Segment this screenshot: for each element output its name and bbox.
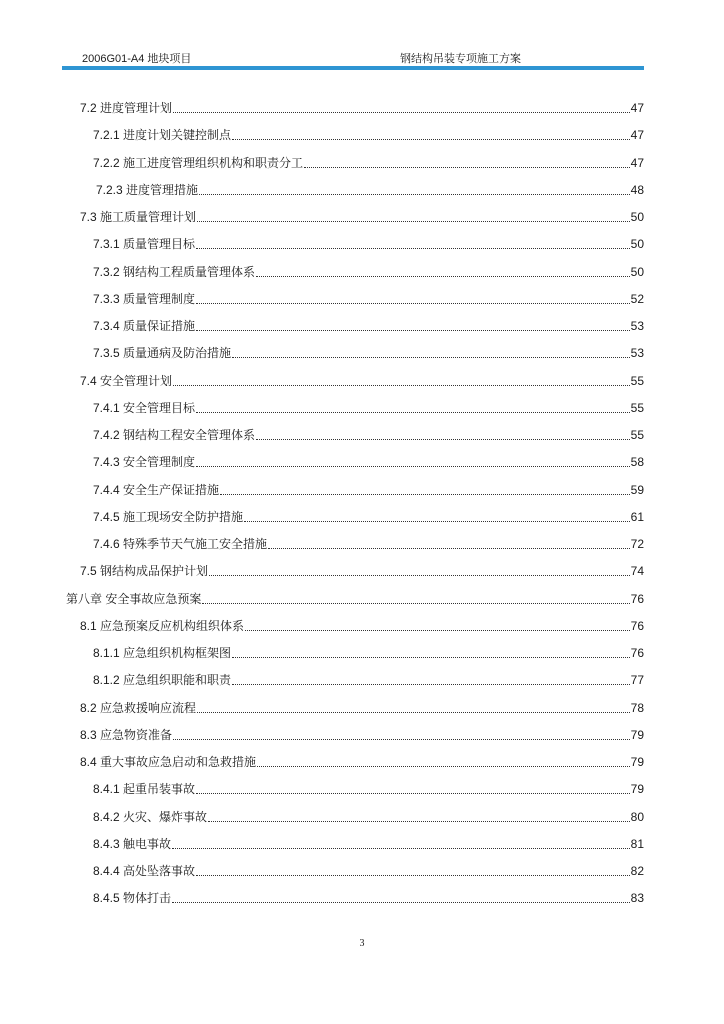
toc-entry-label: 7.2.3 进度管理措施 [96,182,199,197]
toc-dot-leader [232,357,630,358]
toc-dot-leader [256,439,630,440]
toc-entry-page-number: 53 [630,346,644,361]
toc-dot-leader [173,385,630,386]
toc-dot-leader [209,575,630,576]
toc-dot-leader [257,766,630,767]
toc-entry-page-number: 79 [630,755,644,769]
toc-entry-page-number: 61 [630,509,644,524]
header-project-name: 2006G01-A4 地块项目 [82,53,192,65]
toc-entry-page-number: 52 [630,291,644,306]
toc-entry-page-number: 80 [630,809,644,824]
toc-entry[interactable] [93,260,644,280]
toc-entry-page-number: 47 [630,128,644,143]
toc-dot-leader [172,902,630,903]
toc-entry-page-number: 59 [630,482,644,497]
toc-entry[interactable] [93,287,644,307]
toc-entry-label: 8.2 应急救援响应流程 [80,700,197,715]
toc-entry[interactable] [80,96,644,116]
toc-entry-page-number: 78 [630,700,644,715]
toc-entry-label: 7.5 钢结构成品保护计划 [80,564,209,579]
toc-entry[interactable] [93,123,644,143]
toc-entry[interactable] [93,341,644,361]
toc-entry-label: 7.4 安全管理计划 [80,373,173,388]
toc-entry-label: 8.1.2 应急组织职能和职责 [93,673,232,688]
toc-entry-page-number: 82 [630,864,644,878]
toc-dot-leader [196,793,630,794]
toc-entry-page-number: 50 [630,264,644,279]
toc-entry[interactable] [93,423,644,443]
toc-entry-page-number: 47 [630,101,644,115]
toc-entry[interactable] [80,750,644,770]
toc-entry-page-number: 77 [630,673,644,688]
toc-entry-label: 8.4 重大事故应急启动和急救措施 [80,755,257,769]
toc-entry[interactable] [93,777,644,797]
toc-entry-label: 7.3.2 钢结构工程质量管理体系 [93,264,256,279]
toc-entry-label: 7.4.1 安全管理目标 [93,400,196,415]
toc-entry[interactable] [80,205,644,225]
toc-entry[interactable] [93,859,644,879]
toc-dot-leader [232,684,630,685]
toc-entry-label: 8.1 应急预案反应机构组织体系 [80,618,245,633]
toc-dot-leader [244,521,630,522]
toc-entry-label: 8.4.1 起重吊装事故 [93,782,196,797]
page-header [62,50,644,66]
toc-entry-page-number: 55 [630,373,644,388]
toc-entry[interactable] [93,232,644,252]
toc-entry-label: 7.4.6 特殊季节天气施工安全措施 [93,537,268,551]
toc-entry[interactable] [80,696,644,716]
toc-entry-page-number: 83 [630,891,644,906]
toc-entry[interactable] [96,178,644,198]
toc-entry-label: 7.2.1 进度计划关键控制点 [93,128,232,143]
toc-entry[interactable] [93,805,644,825]
toc-entry-page-number: 76 [630,618,644,633]
toc-dot-leader [197,221,630,222]
toc-entry-page-number: 58 [630,455,644,470]
toc-dot-leader [199,194,630,195]
header-document-title: 钢结构吊装专项施工方案 [400,53,521,65]
toc-dot-leader [196,412,630,413]
toc-entry[interactable] [93,641,644,661]
toc-entry-label: 7.3 施工质量管理计划 [80,210,197,224]
toc-entry-label: 7.3.1 质量管理目标 [93,237,196,252]
toc-entry-label: 8.4.3 触电事故 [93,836,172,851]
toc-dot-leader [232,139,630,140]
toc-entry-page-number: 50 [630,210,644,224]
toc-entry-page-number: 48 [630,182,644,197]
toc-entry-label: 7.4.5 施工现场安全防护措施 [93,509,244,524]
toc-entry[interactable] [93,532,644,552]
toc-entry[interactable] [93,886,644,906]
toc-dot-leader [232,657,630,658]
toc-entry-page-number: 79 [630,727,644,742]
toc-entry-page-number: 55 [630,400,644,415]
toc-entry-label: 7.4.3 安全管理制度 [93,455,196,470]
toc-entry-label: 7.2.2 施工进度管理组织机构和职责分工 [93,155,304,170]
toc-entry[interactable] [80,723,644,743]
toc-entry[interactable] [93,505,644,525]
toc-dot-leader [197,712,630,713]
toc-entry-label: 8.4.4 高处坠落事故 [93,864,196,878]
toc-entry-label: 7.3.5 质量通病及防治措施 [93,346,232,361]
toc-dot-leader [196,466,630,467]
toc-dot-leader [196,303,630,304]
toc-entry-page-number: 76 [630,646,644,660]
toc-entry-page-number: 50 [630,237,644,252]
toc-dot-leader [196,875,630,876]
toc-entry-label: 8.4.5 物体打击 [93,891,172,906]
toc-entry-page-number: 55 [630,428,644,442]
toc-entry[interactable] [93,314,644,334]
toc-dot-leader [304,167,630,168]
toc-entry[interactable] [93,396,644,416]
toc-dot-leader [172,848,630,849]
toc-entry-label: 7.3.4 质量保证措施 [93,319,196,333]
toc-dot-leader [220,494,630,495]
header-rule [62,66,644,70]
toc-entry[interactable] [93,832,644,852]
toc-entry-label: 7.2 进度管理计划 [80,101,173,115]
toc-entry[interactable] [66,587,644,607]
toc-entry-label: 8.4.2 火灾、爆炸事故 [93,809,208,824]
toc-entry-page-number: 76 [630,591,644,606]
toc-entry[interactable] [80,559,644,579]
toc-entry-page-number: 81 [630,836,644,851]
toc-dot-leader [256,276,630,277]
toc-dot-leader [173,739,630,740]
toc-entry-label: 8.3 应急物资准备 [80,727,173,742]
toc-entry-label: 第八章 安全事故应急预案 [66,591,202,606]
toc-entry-label: 7.3.3 质量管理制度 [93,291,196,306]
toc-dot-leader [202,603,629,604]
page-number: 3 [359,938,365,949]
toc-entry-page-number: 79 [630,782,644,797]
toc-dot-leader [245,630,630,631]
toc-dot-leader [196,248,630,249]
toc-dot-leader [173,112,630,113]
toc-entry-page-number: 53 [630,319,644,333]
toc-entry[interactable] [80,369,644,389]
toc-dot-leader [196,330,630,331]
toc-entry-label: 7.4.2 钢结构工程安全管理体系 [93,428,256,442]
toc-entry-page-number: 47 [630,155,644,170]
toc-entry-label: 7.4.4 安全生产保证措施 [93,482,220,497]
toc-entry[interactable] [93,478,644,498]
toc-dot-leader [208,821,630,822]
toc-dot-leader [268,548,630,549]
toc-entry-page-number: 74 [630,564,644,579]
toc-entry[interactable] [80,614,644,634]
toc-entry[interactable] [93,151,644,171]
toc-entry[interactable] [93,668,644,688]
toc-entry-page-number: 72 [630,537,644,551]
toc-entry[interactable] [93,450,644,470]
toc-entry-label: 8.1.1 应急组织机构框架图 [93,646,232,660]
